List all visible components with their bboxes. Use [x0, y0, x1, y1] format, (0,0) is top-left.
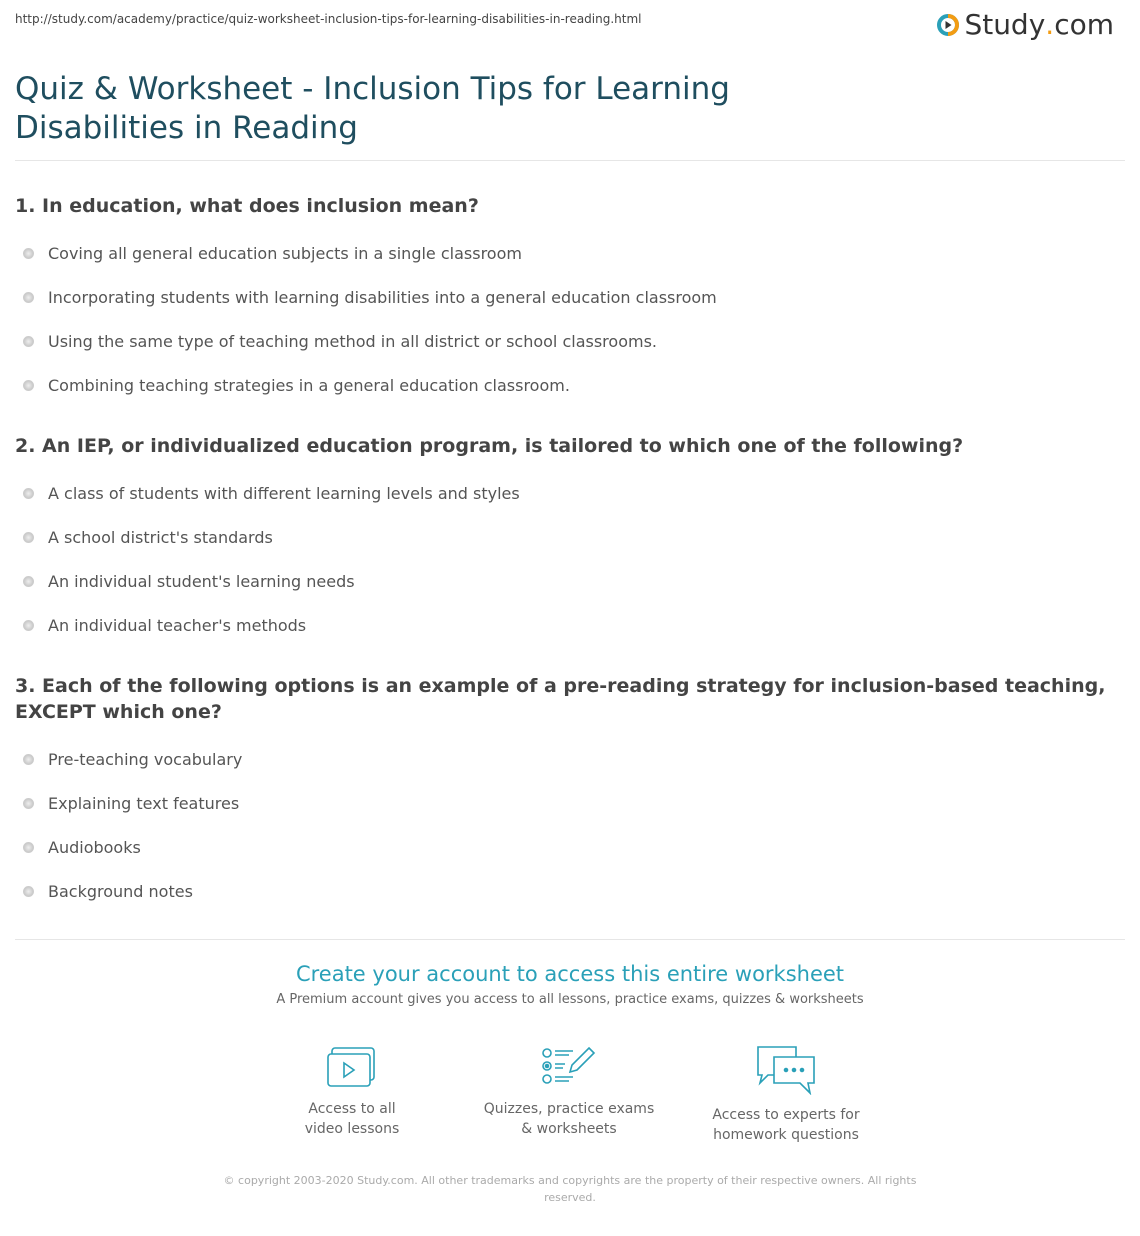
feature-line: homework questions — [713, 1127, 859, 1143]
feature-line: Access to all — [308, 1101, 396, 1117]
option-label: A class of students with different learning levels and styles — [48, 483, 520, 503]
chat-bubbles-icon — [754, 1045, 818, 1095]
question-1 — [15, 193, 1115, 407]
divider — [15, 939, 1125, 940]
radio-icon[interactable] — [23, 754, 34, 765]
divider — [15, 160, 1125, 161]
radio-icon[interactable] — [23, 532, 34, 543]
answer-option[interactable] — [15, 319, 1115, 363]
radio-icon[interactable] — [23, 248, 34, 259]
question-2 — [15, 433, 1115, 647]
logo-name: Study — [964, 8, 1046, 41]
option-label: Pre-teaching vocabulary — [48, 749, 243, 769]
radio-icon[interactable] — [23, 842, 34, 853]
video-lessons-icon — [326, 1045, 378, 1089]
answer-option[interactable] — [15, 737, 1115, 781]
option-label: Background notes — [48, 881, 193, 901]
answer-option[interactable] — [15, 275, 1115, 319]
play-logo-icon — [936, 13, 960, 37]
answer-option[interactable] — [15, 231, 1115, 275]
cta-subtitle: A Premium account gives you access to all lessons, practice exams, quizzes & worksheets — [276, 992, 864, 1007]
feature-experts — [686, 1045, 886, 1145]
radio-icon[interactable] — [23, 488, 34, 499]
answer-option[interactable] — [15, 825, 1115, 869]
quiz-list-icon — [541, 1045, 597, 1089]
question-3 — [15, 673, 1115, 913]
feature-line: Access to experts for — [712, 1107, 860, 1123]
option-label: Combining teaching strategies in a general education classroom. — [48, 375, 570, 395]
option-label: Using the same type of teaching method in all district or school classrooms. — [48, 331, 657, 351]
radio-icon[interactable] — [23, 620, 34, 631]
answer-option[interactable] — [15, 781, 1115, 825]
option-label: A school district's standards — [48, 527, 273, 547]
radio-icon[interactable] — [23, 336, 34, 347]
option-label: Explaining text features — [48, 793, 240, 813]
study-logo[interactable] — [936, 8, 1114, 41]
feature-line: & worksheets — [521, 1121, 617, 1137]
feature-line: Quizzes, practice exams — [483, 1101, 655, 1117]
feature-quizzes — [469, 1045, 669, 1139]
answer-option[interactable] — [15, 603, 1115, 647]
page-url: http://study.com/academy/practice/quiz-worksheet-inclusion-tips-for-learning-disabilities-in-reading.html — [15, 12, 642, 26]
answer-option[interactable] — [15, 559, 1115, 603]
radio-icon[interactable] — [23, 576, 34, 587]
option-label: Coving all general education subjects in a single classroom — [48, 243, 522, 263]
signup-cta — [0, 962, 1140, 1007]
radio-icon[interactable] — [23, 886, 34, 897]
option-label: Audiobooks — [48, 837, 141, 857]
option-label: An individual student's learning needs — [48, 571, 355, 591]
question-text: 3. Each of the following options is an example of a pre-reading strategy for inclusion-based teaching, EXCEPT which one? — [15, 675, 1106, 723]
answer-option[interactable] — [15, 515, 1115, 559]
question-text: 1. In education, what does inclusion mean? — [15, 195, 479, 217]
radio-icon[interactable] — [23, 292, 34, 303]
radio-icon[interactable] — [23, 380, 34, 391]
page-title: Quiz & Worksheet - Inclusion Tips for Learning Disabilities in Reading — [15, 71, 730, 146]
option-label: An individual teacher's methods — [48, 615, 307, 635]
option-label: Incorporating students with learning disabilities into a general education classroom — [48, 287, 717, 307]
feature-video — [252, 1045, 452, 1139]
question-text: 2. An IEP, or individualized education program, is tailored to which one of the following? — [15, 435, 964, 457]
logo-dot: . — [1045, 8, 1055, 41]
copyright: © copyright 2003-2020 Study.com. All other trademarks and copyrights are the property of their respective owners. All rights reserved. — [223, 1174, 917, 1204]
answer-option[interactable] — [15, 363, 1115, 407]
feature-line: video lessons — [304, 1121, 400, 1137]
logo-suffix: com — [1054, 8, 1114, 41]
radio-icon[interactable] — [23, 798, 34, 809]
answer-option[interactable] — [15, 869, 1115, 913]
create-account-link[interactable]: Create your account to access this entire worksheet — [295, 962, 845, 986]
answer-option[interactable] — [15, 471, 1115, 515]
